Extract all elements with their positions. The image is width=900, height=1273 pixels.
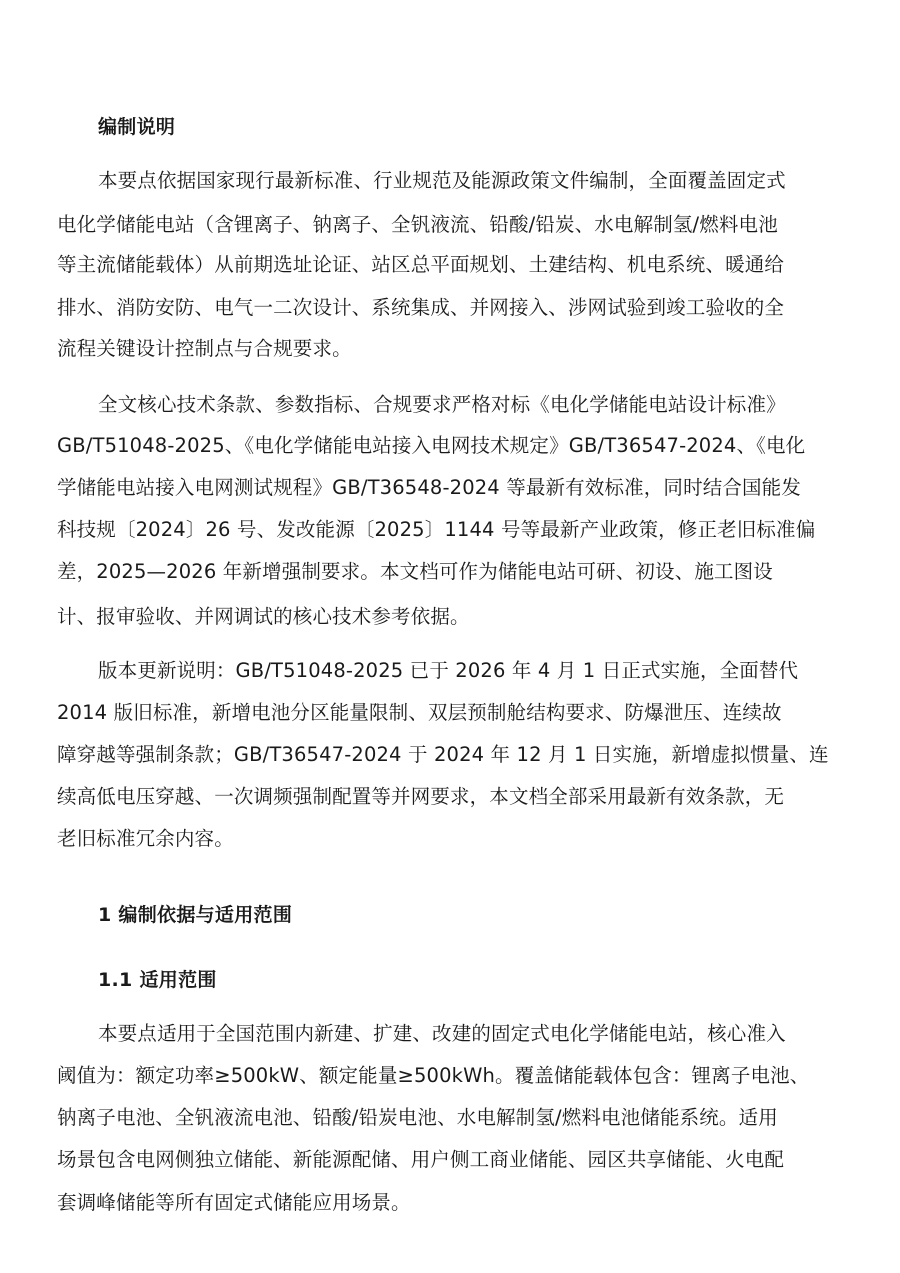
section-heading-1: 1 编制依据与适用范围 [98,904,293,926]
paragraph-line: 钠离子电池、全钒液流电池、铅酸/铅炭电池、水电解制氢/燃料电池储能系统。适用 [57,1106,778,1129]
paragraph-line: 流程关键设计控制点与合规要求。 [57,337,352,360]
paragraph-line: 科技规〔2024〕26 号、发改能源〔2025〕1144 号等最新产业政策，修正老旧标准偏 [57,518,816,541]
paragraph-line: 计、报审验收、并网调试的核心技术参考依据。 [57,605,470,628]
paragraph-line: 排水、消防安防、电气一二次设计、系统集成、并网接入、涉网试验到竣工验收的全 [57,296,785,319]
paragraph-line: 等主流储能载体）从前期选址论证、站区总平面规划、土建结构、机电系统、暖通给 [57,253,785,276]
paragraph-line: 电化学储能电站（含锂离子、钠离子、全钒液流、铅酸/铅炭、水电解制氢/燃料电池 [57,213,778,236]
paragraph-line: 障穿越等强制条款；GB/T36547-2024 于 2024 年 12 月 1 日实施，新增虚拟惯量、连 [57,743,829,766]
paragraph-line: 老旧标准冗余内容。 [57,827,234,850]
paragraph-line: 差，2025—2026 年新增强制要求。本文档可作为储能电站可研、初设、施工图设 [57,560,773,583]
section-heading-1-1: 1.1 适用范围 [98,969,217,991]
paragraph-line: 阈值为：额定功率≥500kW、额定能量≥500kWh。覆盖储能载体包含：锂离子电池、 [57,1064,810,1087]
section-heading-compilation-notes: 编制说明 [98,116,176,138]
paragraph-line: 版本更新说明：GB/T51048-2025 已于 2026 年 4 月 1 日正式实施，全面替代 [98,659,799,682]
paragraph-line: GB/T51048-2025、《电化学储能电站接入电网技术规定》GB/T36547-2024、《电化 [57,434,806,457]
paragraph-line: 续高低电压穿越、一次调频强制配置等并网要求，本文档全部采用最新有效条款，无 [57,785,785,808]
paragraph-line: 场景包含电网侧独立储能、新能源配储、用户侧工商业储能、园区共享储能、火电配 [57,1148,785,1171]
paragraph-line: 套调峰储能等所有固定式储能应用场景。 [57,1191,411,1214]
paragraph-line: 学储能电站接入电网测试规程》GB/T36548-2024 等最新有效标准，同时结合国能发 [57,476,801,499]
paragraph-line: 本要点适用于全国范围内新建、扩建、改建的固定式电化学储能电站，核心准入 [98,1022,786,1045]
paragraph-line: 2014 版旧标准，新增电池分区能量限制、双层预制舱结构要求、防爆泄压、连续故 [57,701,782,724]
paragraph-line: 本要点依据国家现行最新标准、行业规范及能源政策文件编制，全面覆盖固定式 [98,169,786,192]
paragraph-line: 全文核心技术条款、参数指标、合规要求严格对标《电化学储能电站设计标准》 [98,393,786,416]
